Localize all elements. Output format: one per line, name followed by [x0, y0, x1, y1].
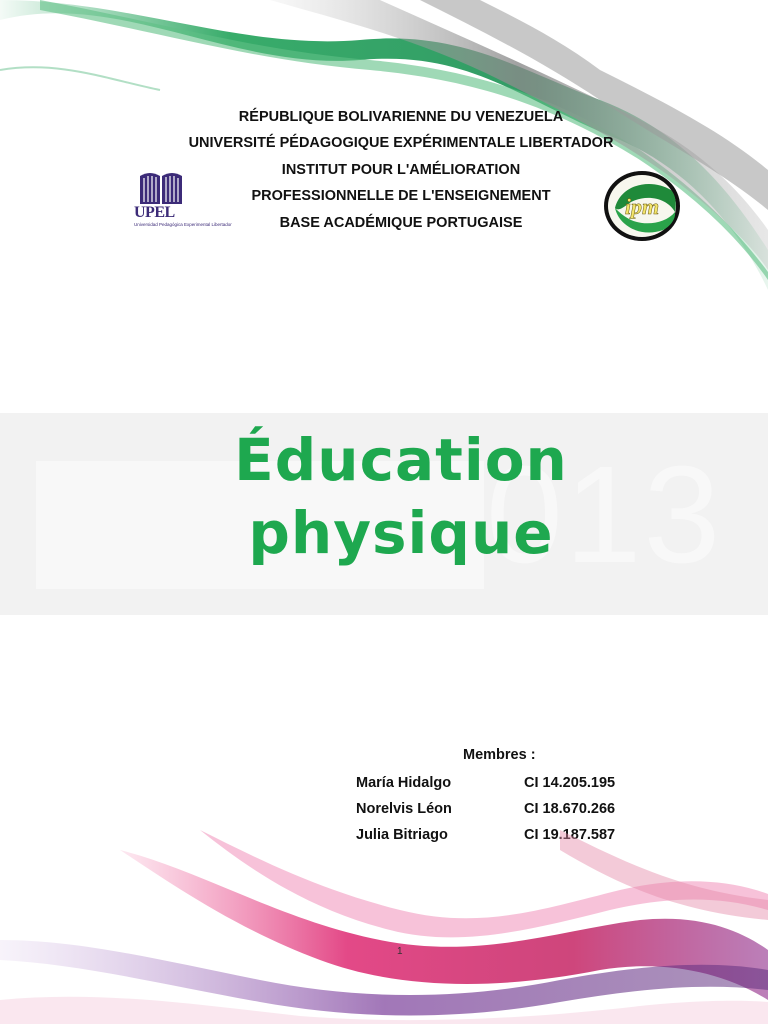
- member-ci: CI 19.187.587: [524, 827, 616, 843]
- member-name: Norelvis Léon: [356, 801, 452, 817]
- ipm-logo: [601, 168, 683, 244]
- ipm-logo-text: ipm: [624, 194, 660, 219]
- member-row: [356, 801, 656, 827]
- header-line-institute: INSTITUT POUR L'AMÉLIORATION: [281, 161, 521, 178]
- title-line-2: physique: [248, 499, 554, 567]
- upel-book-icon: [138, 170, 184, 206]
- upel-tagline: Universidad Pedagógica Experimental Libertador: [134, 222, 232, 227]
- header-line-university: UNIVERSITÉ PÉDAGOGIQUE EXPÉRIMENTALE LIBERTADOR: [188, 135, 614, 152]
- upel-logo: [132, 166, 232, 236]
- member-row: [356, 775, 656, 801]
- header-line-professional: PROFESSIONNELLE DE L'ENSEIGNEMENT: [251, 188, 551, 205]
- header-line-base: BASE ACADÉMIQUE PORTUGAISE: [279, 214, 523, 231]
- watermark-year: 013: [486, 438, 723, 592]
- upel-wordmark: UPEL: [134, 204, 175, 221]
- member-ci: CI 14.205.195: [524, 775, 616, 791]
- member-name: María Hidalgo: [356, 775, 452, 791]
- member-ci: CI 18.670.266: [524, 801, 616, 817]
- header-line-republic: RÉPUBLIQUE BOLIVARIENNE DU VENEZUELA: [238, 109, 564, 125]
- document-title: [0, 424, 768, 570]
- members-label: Membres :: [463, 747, 536, 763]
- bottom-wave-decoration: [0, 830, 768, 1024]
- member-name: Julia Bitriago: [356, 827, 448, 843]
- page-number: 1: [397, 946, 403, 957]
- title-line-1: Éducation: [234, 426, 568, 494]
